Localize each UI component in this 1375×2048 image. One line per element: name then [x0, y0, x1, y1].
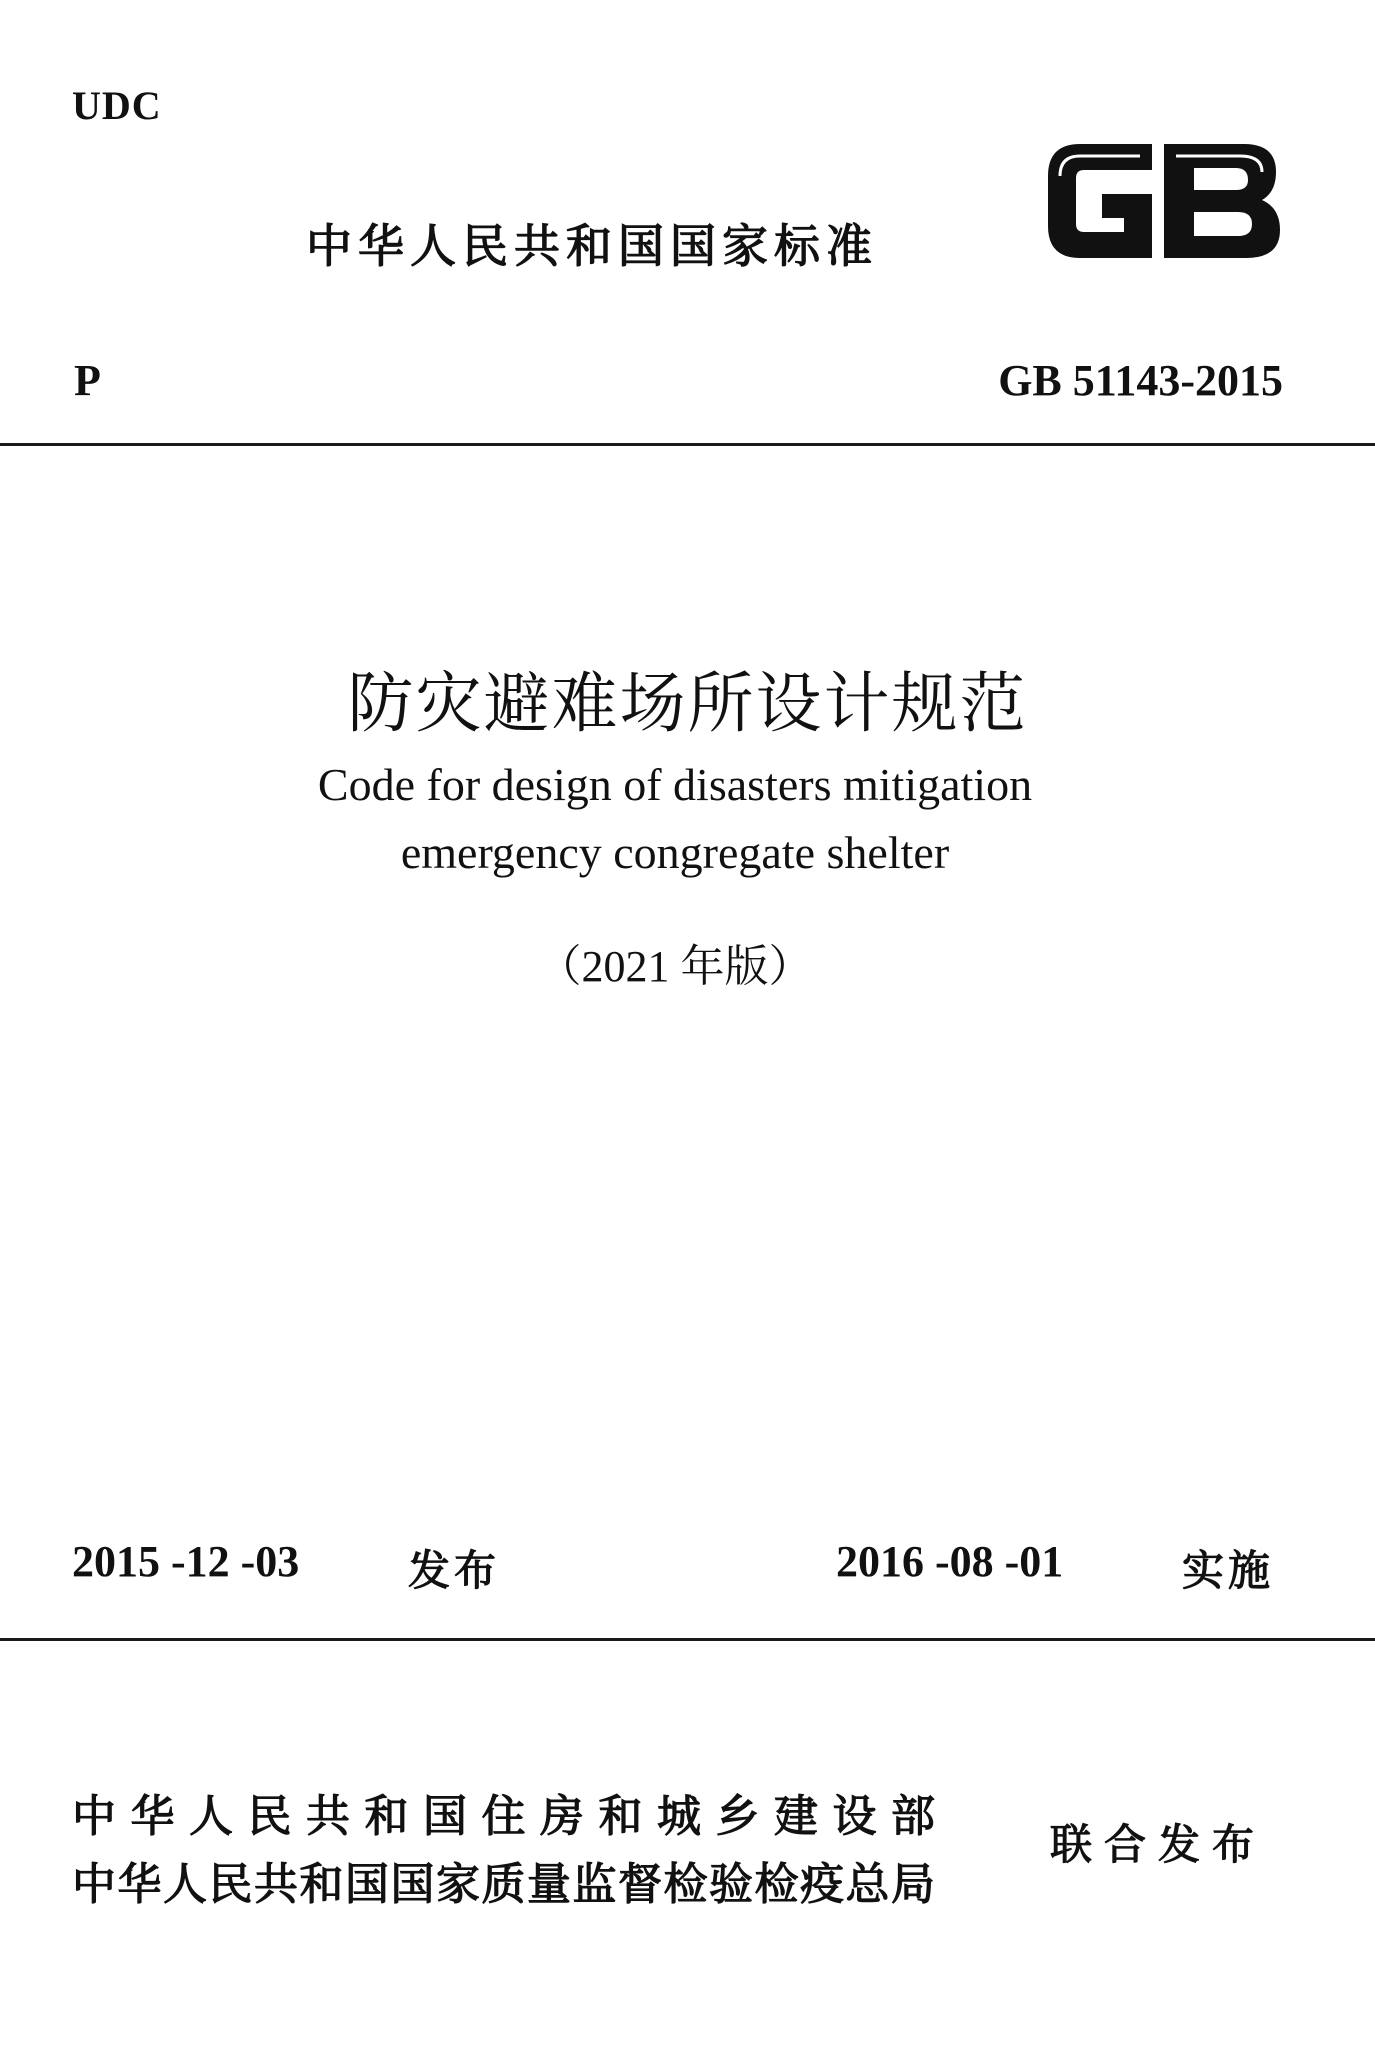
issue-label: 发布 — [408, 1546, 501, 1595]
udc-label: UDC — [72, 83, 162, 128]
joint-release-label: 联合发布 — [1050, 1820, 1267, 1869]
bottom-divider — [0, 1638, 1375, 1641]
edition-label: （2021 年版） — [537, 942, 813, 991]
publisher-ministry: 中华人民共和国住房和城乡建设部 — [72, 1791, 950, 1842]
title-english-line2: emergency congregate shelter — [400, 827, 950, 878]
gb-logo-icon — [1040, 136, 1288, 266]
publisher-aqsiq: 中华人民共和国国家质量监督检验检疫总局 — [72, 1859, 937, 1910]
national-standard-heading: 中华人民共和国国家标准 — [306, 219, 878, 273]
title-english-line1: Code for design of disasters mitigation — [317, 759, 1033, 810]
title-chinese: 防灾避难场所设计规范 — [347, 665, 1028, 742]
classification-code: P — [74, 356, 101, 405]
implementation-label: 实施 — [1182, 1546, 1275, 1595]
implementation-date: 2016 -08 -01 — [836, 1537, 1064, 1586]
standard-number: GB 51143-2015 — [998, 356, 1283, 405]
issue-date: 2015 -12 -03 — [72, 1537, 300, 1586]
top-divider — [0, 443, 1375, 446]
